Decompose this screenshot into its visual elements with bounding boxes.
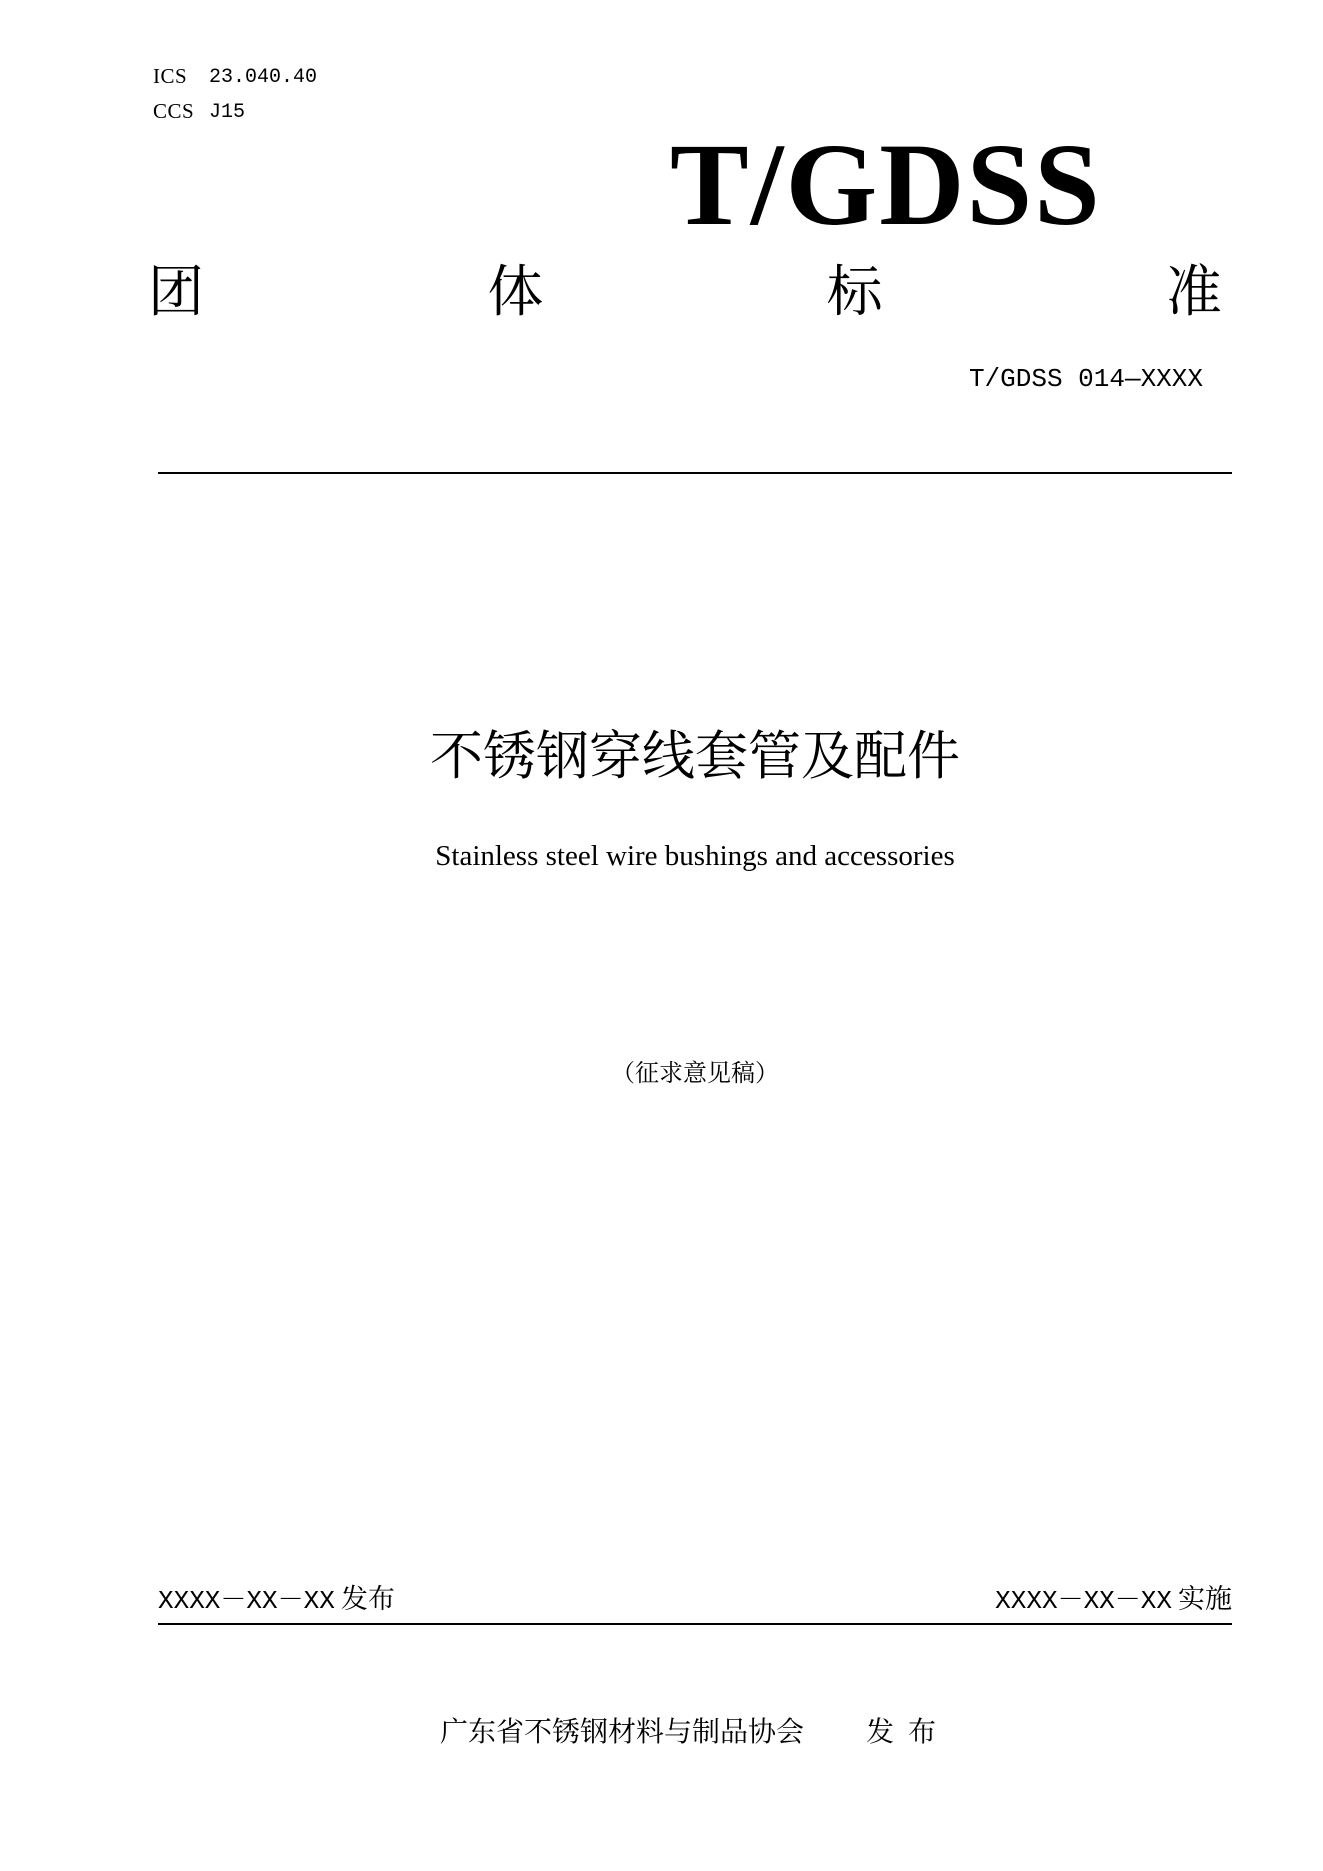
publisher-name: 广东省不锈钢材料与制品协会	[439, 1715, 804, 1748]
standard-number: T/GDSS 014—XXXX	[968, 364, 1203, 394]
ccs-label: CCS	[153, 99, 195, 123]
header-divider	[158, 472, 1232, 474]
publish-date-line	[158, 1580, 395, 1621]
document-title-zh: 不锈钢穿线套管及配件	[430, 726, 960, 787]
footer-divider	[158, 1623, 1232, 1625]
implement-date-line	[995, 1580, 1232, 1621]
implement-date: XXXX－XX－XX	[995, 1586, 1172, 1616]
draft-status: （征求意见稿）	[611, 1059, 779, 1087]
standard-type	[148, 258, 1222, 328]
publisher-line	[158, 1712, 1232, 1752]
implement-word: 实施	[1178, 1584, 1232, 1615]
standard-type-char: 标	[826, 260, 883, 325]
brand-mark: T/GDSS	[670, 119, 1102, 250]
standard-type-char: 体	[487, 260, 544, 325]
publish-date: XXXX－XX－XX	[158, 1586, 335, 1616]
publisher-action: 发布	[866, 1715, 951, 1748]
standard-type-char: 团	[148, 260, 204, 325]
publish-word: 发布	[340, 1584, 395, 1615]
ics-code: 23.040.40	[209, 66, 318, 89]
standard-type-char: 准	[1165, 260, 1222, 325]
document-title-en: Stainless steel wire bushings and accessories	[435, 840, 955, 872]
ics-label: ICS	[153, 64, 188, 88]
ccs-code: J15	[209, 101, 246, 124]
